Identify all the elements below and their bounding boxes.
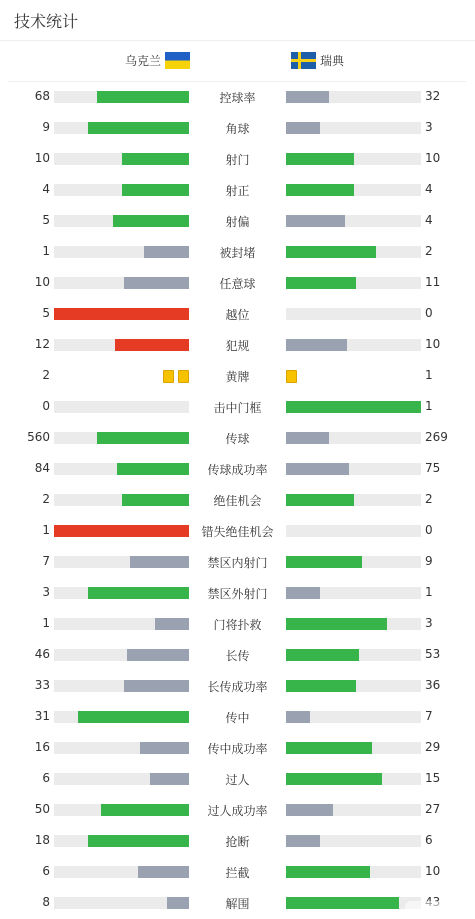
home-value: 68 [34,89,50,103]
away-value: 11 [425,275,441,289]
home-bar-track [54,463,189,475]
away-bar-fill [286,153,354,165]
away-bar-fill [286,804,333,816]
stat-row [0,329,475,360]
home-value: 8 [42,895,50,909]
away-bar-track [286,742,421,754]
home-value: 6 [42,771,50,785]
away-bar-fill [286,339,347,351]
away-value: 0 [425,523,433,537]
home-bar-track [54,215,189,227]
stat-label: 犯规 [225,339,250,353]
stat-row [0,112,475,143]
stat-label: 过人 [225,773,250,787]
away-bar-track [286,711,421,723]
stat-row [0,546,475,577]
home-bar-track [54,556,189,568]
home-value: 10 [34,151,50,165]
home-bar-fill [144,246,189,258]
away-bar-fill [286,618,387,630]
away-value: 1 [425,368,433,382]
away-bar-fill [286,246,376,258]
stat-label: 门将扑救 [213,618,262,632]
home-bar-track [54,184,189,196]
home-value: 6 [42,864,50,878]
away-value: 269 [425,430,448,444]
stat-row [0,453,475,484]
stat-label: 射门 [225,153,250,167]
stat-label: 禁区内射门 [207,556,268,570]
home-bar-fill [113,215,189,227]
away-bar-track [286,153,421,165]
away-bar-track [286,308,421,320]
away-value: 75 [425,461,441,475]
away-bar-track [286,277,421,289]
home-bar-fill [101,804,189,816]
stat-label: 长传 [225,649,250,663]
watermark [405,901,465,913]
away-bar-track [286,897,421,909]
home-bar-fill [155,618,189,630]
away-value: 15 [425,771,441,785]
home-bar-track [54,525,189,537]
home-bar-track [54,680,189,692]
home-value: 5 [42,213,50,227]
away-value: 4 [425,213,433,227]
stat-row [0,298,475,329]
home-bar-fill [88,587,189,599]
home-value: 18 [34,833,50,847]
home-bar-fill [54,308,189,320]
away-bar-fill [286,91,329,103]
home-value: 10 [34,275,50,289]
home-value: 5 [42,306,50,320]
ukraine-flag-icon [165,52,190,69]
home-bar-track [54,773,189,785]
home-bar-track [54,277,189,289]
stat-row [0,143,475,174]
away-team [291,52,344,69]
stat-label: 解围 [225,897,250,911]
away-value: 3 [425,616,433,630]
home-bar-fill [150,773,189,785]
home-value: 16 [34,740,50,754]
away-bar-fill [286,742,372,754]
away-bar-fill [286,649,359,661]
away-bar-track [286,339,421,351]
away-bar-track [286,432,421,444]
stat-label: 长传成功率 [207,680,268,694]
stat-row [0,670,475,701]
away-bar-fill [286,184,354,196]
away-bar-track [286,184,421,196]
home-value: 4 [42,182,50,196]
away-bar-fill [286,401,421,413]
stat-row [0,360,475,391]
yellow-card-icon [178,370,189,383]
away-bar-fill [286,277,356,289]
home-value: 12 [34,337,50,351]
away-bar-track [286,649,421,661]
home-bar-fill [138,866,189,878]
away-value: 7 [425,709,433,723]
away-bar-track [286,835,421,847]
stat-label: 错失绝佳机会 [201,525,274,539]
home-value: 2 [42,492,50,506]
away-bar-track [286,463,421,475]
home-bar-track [54,897,189,909]
home-value: 7 [42,554,50,568]
away-bar-fill [286,556,362,568]
home-bar-track [54,835,189,847]
away-yellow-cards [286,370,297,382]
home-team-name: 乌克兰 [124,54,161,68]
away-bar-track [286,246,421,258]
yellow-card-icon [163,370,174,383]
away-team-name: 瑞典 [320,54,345,68]
home-bar-track [54,122,189,134]
stat-row [0,732,475,763]
home-yellow-cards [163,370,189,382]
away-value: 2 [425,492,433,506]
away-bar-fill [286,773,382,785]
away-bar-track [286,866,421,878]
stat-row [0,484,475,515]
stat-row [0,701,475,732]
away-value: 2 [425,244,433,258]
away-bar-fill [286,866,370,878]
away-bar-track [286,215,421,227]
away-bar-fill [286,494,354,506]
away-bar-fill [286,122,320,134]
stat-row [0,174,475,205]
home-bar-fill [127,649,189,661]
home-bar-track [54,339,189,351]
away-bar-fill [286,432,329,444]
home-value: 0 [42,399,50,413]
home-bar-track [54,153,189,165]
away-bar-track [286,401,421,413]
away-value: 36 [425,678,441,692]
stat-row [0,825,475,856]
away-value: 3 [425,120,433,134]
away-value: 1 [425,585,433,599]
stat-label: 传中 [225,711,250,725]
stat-label: 传球成功率 [207,463,268,477]
home-bar-fill [88,122,189,134]
home-bar-fill [122,153,190,165]
stat-label: 黄牌 [225,370,250,384]
stat-label: 被封堵 [219,246,256,260]
home-value: 33 [34,678,50,692]
home-bar-fill [140,742,189,754]
home-bar-track [54,308,189,320]
away-bar-fill [286,897,399,909]
stat-row [0,794,475,825]
stat-row [0,608,475,639]
home-bar-fill [167,897,189,909]
home-bar-track [54,587,189,599]
home-bar-fill [122,494,190,506]
stat-label: 禁区外射门 [207,587,268,601]
stat-row [0,391,475,422]
stat-row [0,639,475,670]
away-bar-fill [286,680,356,692]
home-bar-track [54,246,189,258]
home-bar-fill [88,835,189,847]
stat-label: 绝佳机会 [213,494,262,508]
away-bar-track [286,122,421,134]
home-bar-track [54,91,189,103]
away-bar-track [286,618,421,630]
home-bar-fill [130,556,189,568]
stat-row [0,887,475,918]
stat-label: 抢断 [225,835,250,849]
away-bar-track [286,556,421,568]
home-value: 1 [42,616,50,630]
home-value: 3 [42,585,50,599]
home-bar-track [54,711,189,723]
home-team [125,52,190,69]
away-value: 4 [425,182,433,196]
stat-row [0,267,475,298]
page-title: 技术统计 [14,12,79,31]
stat-label: 射正 [225,184,250,198]
away-bar-track [286,494,421,506]
away-value: 9 [425,554,433,568]
stat-label: 控球率 [219,91,256,105]
teams-header [8,41,466,82]
home-bar-track [54,649,189,661]
home-bar-track [54,742,189,754]
stat-row [0,515,475,546]
away-value: 0 [425,306,433,320]
home-bar-track [54,804,189,816]
home-bar-fill [122,184,190,196]
home-value: 1 [42,244,50,258]
away-value: 27 [425,802,441,816]
away-bar-track [286,91,421,103]
home-bar-fill [78,711,189,723]
stat-label: 拦截 [225,866,250,880]
home-bar-track [54,866,189,878]
home-bar-track [54,494,189,506]
title-bar [0,0,475,41]
stat-row [0,763,475,794]
away-value: 10 [425,337,441,351]
away-bar-fill [286,835,320,847]
stats-list [0,81,475,918]
home-value: 9 [42,120,50,134]
away-bar-track [286,680,421,692]
away-value: 10 [425,864,441,878]
stat-row [0,81,475,112]
home-value: 1 [42,523,50,537]
away-bar-track [286,773,421,785]
away-value: 6 [425,833,433,847]
away-bar-track [286,525,421,537]
home-bar-fill [115,339,189,351]
away-value: 10 [425,151,441,165]
stat-row [0,577,475,608]
home-bar-fill [97,432,189,444]
stat-row [0,422,475,453]
home-value: 84 [34,461,50,475]
home-value: 2 [42,368,50,382]
stat-row [0,856,475,887]
away-bar-track [286,804,421,816]
away-bar-fill [286,711,310,723]
stat-label: 击中门框 [213,401,262,415]
home-bar-fill [124,277,189,289]
home-bar-fill [97,91,189,103]
home-bar-track [54,432,189,444]
stat-label: 传球 [225,432,250,446]
stat-label: 角球 [225,122,250,136]
stat-label: 越位 [225,308,250,322]
away-value: 32 [425,89,441,103]
stat-label: 射偏 [225,215,250,229]
sweden-flag-icon [291,52,316,69]
away-value: 29 [425,740,441,754]
away-bar-fill [286,587,320,599]
stat-row [0,236,475,267]
home-bar-track [54,401,189,413]
stat-label: 过人成功率 [207,804,268,818]
away-bar-track [286,587,421,599]
home-value: 560 [27,430,50,444]
away-value: 1 [425,399,433,413]
stat-label: 传中成功率 [207,742,268,756]
home-bar-fill [117,463,189,475]
yellow-card-icon [286,370,297,383]
home-value: 50 [34,802,50,816]
stat-label: 任意球 [219,277,256,291]
away-bar-fill [286,215,345,227]
away-value: 53 [425,647,441,661]
home-value: 31 [34,709,50,723]
home-bar-fill [124,680,189,692]
away-bar-fill [286,463,349,475]
home-bar-fill [54,525,189,537]
stat-row [0,205,475,236]
home-bar-track [54,618,189,630]
home-value: 46 [34,647,50,661]
